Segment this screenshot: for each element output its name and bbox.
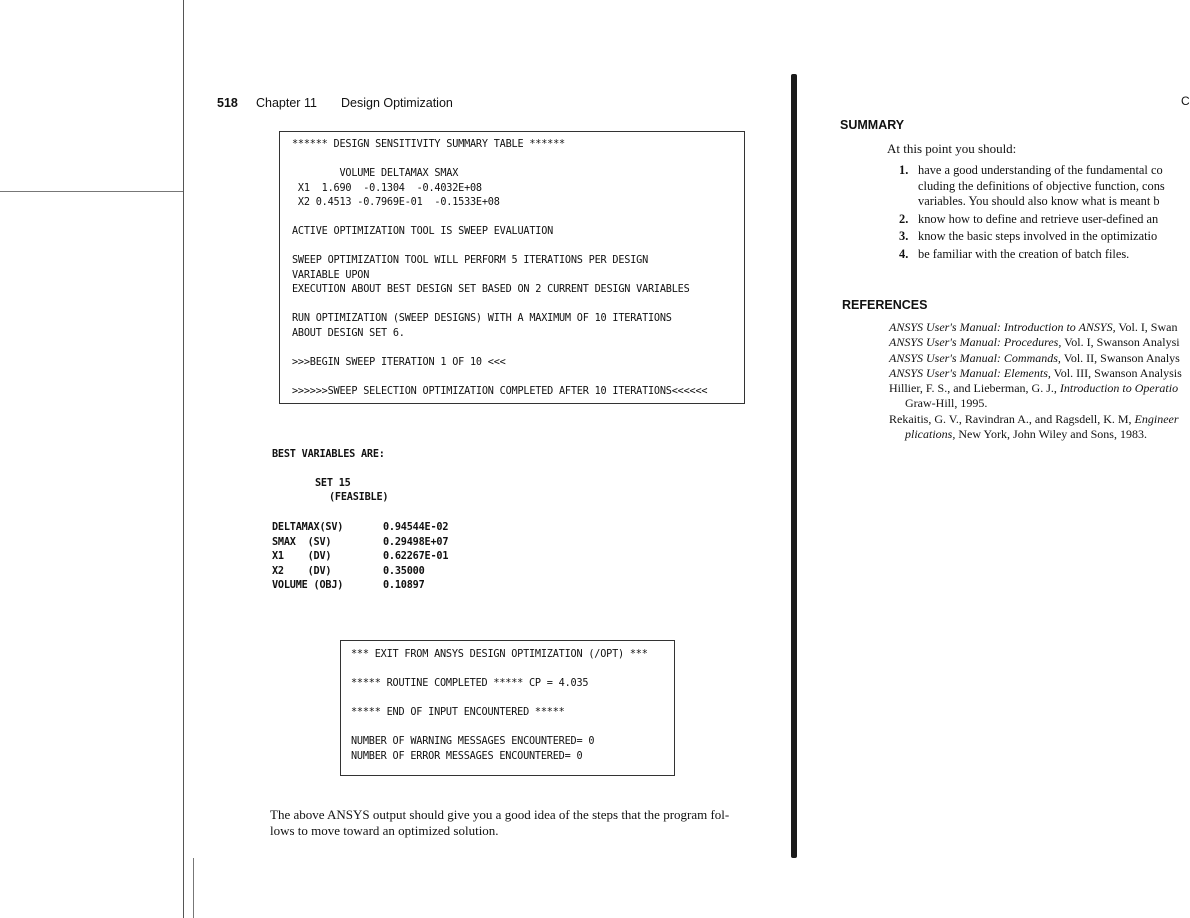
sensitivity-line: EXECUTION ABOUT BEST DESIGN SET BASED ON 2 CURRENT DESIGN VARIABLES: [292, 284, 690, 295]
exit-output-box: [340, 640, 675, 776]
page-scan-edge-lower: [193, 858, 194, 918]
variable-name: DELTAMAX(SV): [272, 522, 344, 533]
reference-title: ANSYS User's Manual: Commands,: [889, 350, 1061, 365]
variable-value: 0.62267E-01: [383, 551, 449, 562]
sensitivity-line: [292, 341, 744, 356]
sensitivity-output-box: [279, 131, 745, 404]
summary-item: [899, 163, 1165, 210]
variable-row: [272, 521, 448, 536]
page-number: 518: [217, 96, 238, 110]
reference-title: plications,: [905, 427, 956, 442]
summary-item: [899, 247, 1165, 263]
summary-heading: SUMMARY: [840, 118, 905, 132]
sensitivity-line: [292, 211, 744, 226]
sensitivity-line: RUN OPTIMIZATION (SWEEP DESIGNS) WITH A MAXIMUM OF 10 ITERATIONS: [292, 313, 672, 324]
reference-text: Rekaitis, G. V., Ravindran A., and Ragsdell, K. M,: [889, 411, 1135, 426]
sensitivity-line: X1 1.690 -0.1304 -0.4032E+08: [292, 182, 482, 194]
sensitivity-line: ACTIVE OPTIMIZATION TOOL IS SWEEP EVALUATION: [292, 226, 554, 237]
reference-entry: [889, 427, 1182, 442]
reference-title: ANSYS User's Manual: Introduction to ANSYS,: [889, 320, 1116, 334]
variable-name: X2 (DV): [272, 565, 332, 577]
exit-line: [351, 692, 674, 707]
variable-name: SMAX (SV): [272, 536, 332, 548]
reference-title: ANSYS User's Manual: Elements,: [889, 365, 1051, 380]
reference-text: Vol. I, Swan: [1115, 320, 1178, 334]
variable-value: 0.10897: [383, 580, 425, 591]
summary-item-line: have a good understanding of the fundamental co: [918, 163, 1163, 177]
reference-title: ANSYS User's Manual: Procedures,: [889, 335, 1062, 350]
corner-mark: C: [1181, 94, 1190, 108]
summary-list: [899, 163, 1165, 264]
reference-text: Graw-Hill, 1995.: [905, 396, 988, 411]
summary-item-number: 1.: [899, 163, 909, 177]
sensitivity-line: ****** DESIGN SENSITIVITY SUMMARY TABLE ******: [292, 139, 565, 150]
exit-line: [351, 721, 674, 736]
reference-entry: [889, 366, 1182, 381]
sensitivity-line: >>>BEGIN SWEEP ITERATION 1 OF 10 <<<: [292, 356, 506, 368]
reference-entry: [889, 351, 1182, 366]
summary-item-line: know how to define and retrieve user-defined an: [918, 211, 1159, 226]
variable-row: [272, 579, 448, 594]
page-scan-edge: [183, 0, 184, 918]
summary-item-line: variables. You should also know what is meant b: [918, 194, 1160, 208]
variable-row: [272, 550, 448, 565]
exit-line: NUMBER OF ERROR MESSAGES ENCOUNTERED= 0: [351, 750, 583, 762]
summary-intro: At this point you should:: [887, 141, 1017, 156]
reference-entry: [889, 381, 1182, 396]
sensitivity-lines: [292, 138, 744, 399]
variable-row: [272, 536, 448, 551]
book-spine-shadow: [791, 74, 797, 858]
sensitivity-line: [292, 370, 744, 385]
closing-line-2: lows to move toward an optimized solution.: [270, 823, 499, 838]
reference-entry: [889, 396, 1182, 411]
reference-title: Introduction to Operatio: [1059, 381, 1179, 396]
summary-item-line: cluding the definitions of objective function, cons: [918, 178, 1165, 193]
chapter-label: Chapter 11: [256, 96, 317, 110]
sensitivity-line: VOLUME DELTAMAX SMAX: [292, 168, 459, 179]
sensitivity-line: [292, 298, 744, 313]
exit-line: ***** ROUTINE COMPLETED ***** CP = 4.035: [351, 678, 589, 689]
exit-line: [351, 663, 674, 678]
chapter-title: Design Optimization: [341, 96, 453, 110]
variable-value: 0.35000: [383, 565, 425, 577]
summary-item: [899, 229, 1165, 245]
variable-row: [272, 565, 448, 580]
closing-line-1: The above ANSYS output should give you a good idea of the steps that the program fol-: [270, 807, 730, 822]
reference-entry: [889, 412, 1182, 427]
reference-title: Engineer: [1134, 411, 1179, 426]
sensitivity-line: VARIABLE UPON: [292, 269, 370, 281]
reference-text: Vol. III, Swanson Analysis: [1050, 365, 1182, 380]
sensitivity-line: X2 0.4513 -0.7969E-01 -0.1533E+08: [292, 197, 500, 208]
page-scan-line: [0, 191, 183, 192]
sensitivity-line: SWEEP OPTIMIZATION TOOL WILL PERFORM 5 ITERATIONS PER DESIGN: [292, 255, 649, 266]
reference-text: Hillier, F. S., and Lieberman, G. J.,: [889, 381, 1060, 396]
summary-item-line: know the basic steps involved in the optimizatio: [918, 229, 1158, 243]
closing-paragraph: [270, 807, 729, 839]
variables-table: [272, 521, 448, 594]
sensitivity-line: [292, 240, 744, 255]
references-list: [889, 320, 1182, 442]
summary-item-line: be familiar with the creation of batch files.: [918, 246, 1130, 261]
summary-item: [899, 212, 1165, 228]
variable-value: 0.94544E-02: [383, 522, 449, 533]
reference-text: Vol. II, Swanson Analys: [1060, 350, 1180, 365]
exit-line: *** EXIT FROM ANSYS DESIGN OPTIMIZATION (/OPT) ***: [351, 649, 648, 660]
sensitivity-line: [292, 153, 744, 168]
summary-item-number: 2.: [899, 211, 909, 226]
references-heading: REFERENCES: [842, 298, 928, 312]
sensitivity-line: >>>>>>SWEEP SELECTION OPTIMIZATION COMPLETED AFTER 10 ITERATIONS<<<<<<: [292, 385, 708, 397]
reference-text: New York, John Wiley and Sons, 1983.: [955, 427, 1147, 442]
variable-value: 0.29498E+07: [383, 536, 449, 548]
sensitivity-line: ABOUT DESIGN SET 6.: [292, 327, 405, 339]
variable-name: X1 (DV): [272, 551, 332, 562]
set-label: SET 15: [315, 478, 351, 489]
reference-text: Vol. I, Swanson Analysi: [1061, 335, 1180, 350]
summary-item-number: 3.: [899, 229, 909, 243]
exit-line: NUMBER OF WARNING MESSAGES ENCOUNTERED= 0: [351, 736, 595, 747]
summary-item-number: 4.: [899, 246, 909, 261]
best-variables-title: BEST VARIABLES ARE:: [272, 449, 385, 460]
reference-entry: [889, 320, 1182, 335]
exit-lines: [351, 648, 674, 764]
reference-entry: [889, 335, 1182, 350]
exit-line: ***** END OF INPUT ENCOUNTERED *****: [351, 707, 565, 718]
feasible-label: (FEASIBLE): [329, 492, 389, 503]
variable-name: VOLUME (OBJ): [272, 580, 344, 591]
